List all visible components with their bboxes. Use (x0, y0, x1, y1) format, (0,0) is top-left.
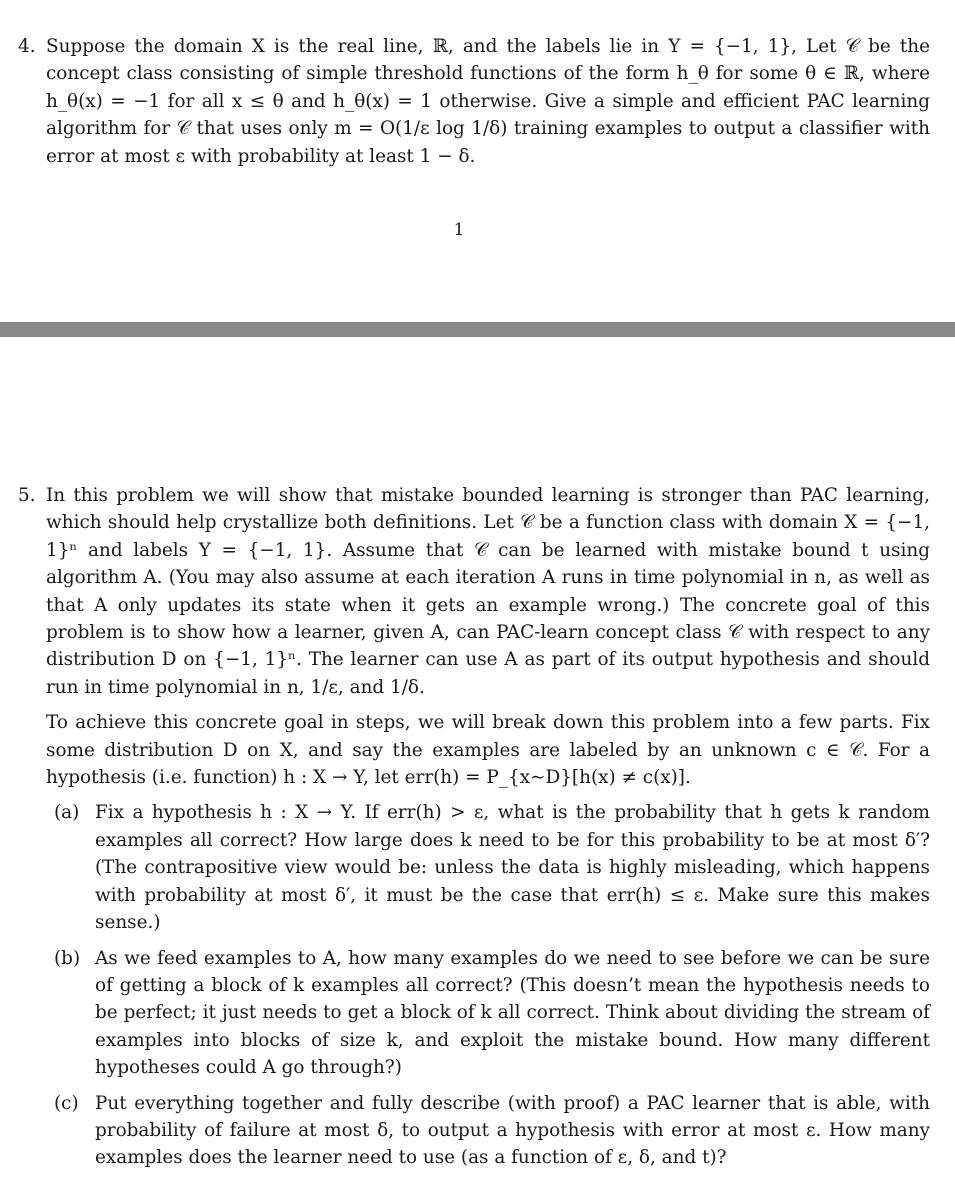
part-a (54, 799, 930, 936)
part-b-label: (b) (54, 947, 81, 969)
page-1 (0, 0, 955, 322)
problem-5-parts (46, 799, 930, 1171)
problem-4-text: Suppose the domain X is the real line, ℝ, and the labels lie in Y = {−1, 1}, Let 𝒞 be the concept class consisting of simple threshold functions of the form h_θ for some θ ∈ ℝ, where h_θ(x) = −1 for all x ≤ θ and h_θ(x) = 1 otherwise. Give a simple and efficient PAC learning algorithm for 𝒞 that uses only m = O(1/ε log 1/δ) training examples to output a classifier with error at most ε with probability at least 1 − δ. (46, 36, 930, 167)
part-c-label: (c) (54, 1092, 79, 1114)
part-c (54, 1090, 930, 1172)
part-b-text: As we feed examples to A, how many examples do we need to see before we can be sure of getting a block of k examples all correct? (This doesn’t mean the hypothesis needs to be perfect; it just needs to get a block of k all correct. Think about dividing the stream of examples into blocks of size k, and exploit the mistake bound. How many different hypotheses could A go through?) (95, 947, 930, 1079)
page-number: 1 (453, 220, 465, 240)
part-a-text: Fix a hypothesis h : X → Y. If err(h) > ε, what is the probability that h gets k random examples all correct? How large does k need to be for this probability to be at most δ′? (The contrapositive view would be: unless the data is highly misleading, which happens with probability at most δ′, it must be the case that err(h) ≤ ε. Make sure this makes sense.) (95, 802, 930, 934)
page-separator (0, 322, 955, 337)
part-c-text: Put everything together and fully describe (with proof) a PAC learner that is able, with probability of failure at most δ, to output a hypothesis with error at most ε. How many examples does the learner need to use (as a function of ε, δ, and t)? (95, 1092, 930, 1169)
problem-5-steps: To achieve this concrete goal in steps, we will break down this problem into a few parts. Fix some distribution D on X, and say the examples are labeled by an unknown c ∈ 𝒞. For a hypothesis (i.e. function) h : X → Y, let err(h) = P_{x∼D}[h(x) ≠ c(x)]. (46, 712, 930, 789)
part-b (54, 945, 930, 1082)
page-2 (0, 337, 955, 1189)
problem-5 (18, 482, 930, 1172)
part-a-label: (a) (54, 802, 80, 824)
problem-5-number: 5. (18, 485, 36, 506)
problem-4-number: 4. (18, 36, 36, 57)
problem-4 (18, 33, 930, 170)
problem-5-intro: In this problem we will show that mistake bounded learning is stronger than PAC learning, which should help crystallize both definitions. Let 𝒞 be a function class with domain X = {−1, 1}ⁿ and labels Y = {−1, 1}. Assume that 𝒞 can be learned with mistake bound t using algorithm A. (You may also assume at each iteration A runs in time polynomial in n, as well as that A only updates its state when it gets an example wrong.) The concrete goal of this problem is to show how a learner, given A, can PAC-learn concept class 𝒞 with respect to any distribution D on {−1, 1}ⁿ. The learner can use A as part of its output hypothesis and should run in time polynomial in n, 1/ε, and 1/δ. (46, 485, 930, 698)
